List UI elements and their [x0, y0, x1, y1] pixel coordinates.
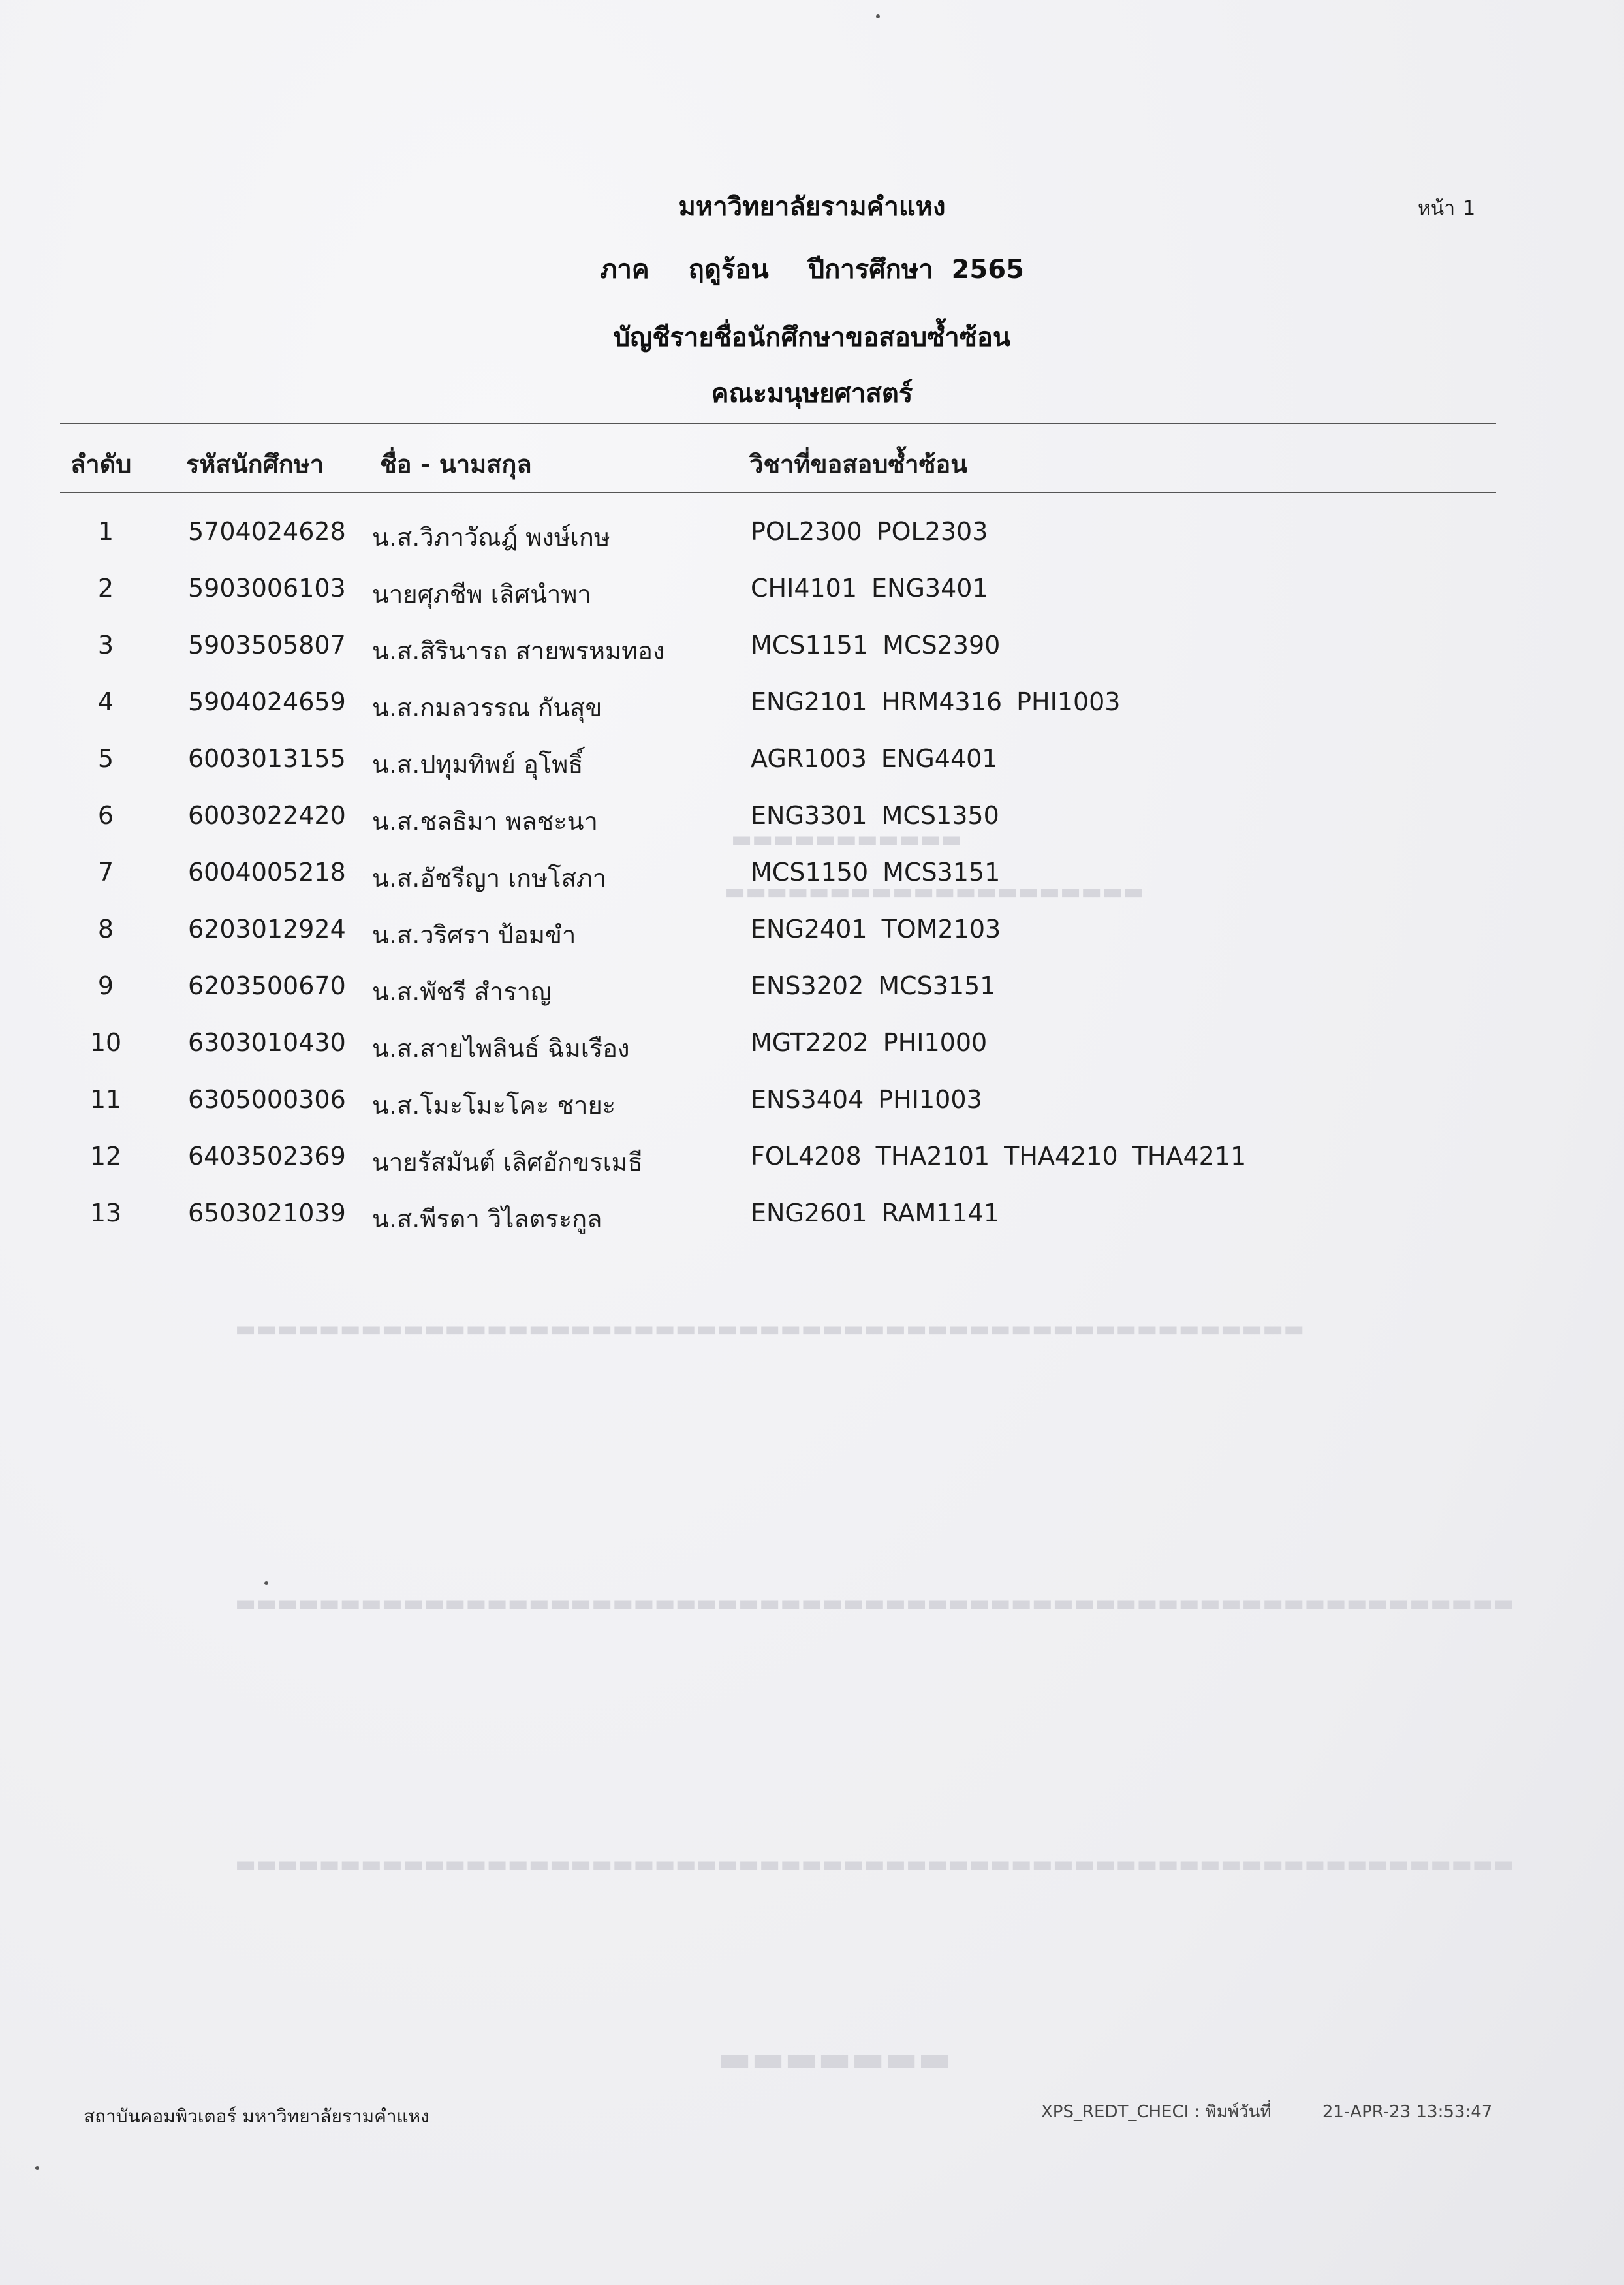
student-name: น.ส.วิภาวัณฎ์ พงษ์เกษ: [372, 523, 610, 552]
student-id: 6203500670: [188, 971, 346, 1000]
row-number: 6: [97, 801, 114, 830]
student-name: น.ส.ชลธิมา พลชะนา: [372, 807, 598, 836]
course-code: PHI1003: [878, 1085, 982, 1114]
student-id: 6203012924: [188, 915, 346, 943]
row-number: 5: [97, 744, 114, 773]
scan-speck: [35, 2166, 39, 2170]
course-code: MCS1350: [881, 801, 999, 830]
student-id: 6305000306: [188, 1085, 346, 1114]
student-id: 6503021039: [188, 1199, 346, 1227]
course-list: [751, 801, 1014, 830]
course-list: [751, 631, 1014, 659]
course-code: THA4211: [1132, 1142, 1247, 1171]
course-code: RAM1141: [881, 1199, 999, 1227]
row-number: 10: [89, 1028, 122, 1057]
student-name: น.ส.สายไพลินธ์ ฉิมเรือง: [372, 1034, 630, 1063]
table-row: [0, 517, 1624, 574]
row-number: 12: [89, 1142, 122, 1171]
table-header-rule: [60, 492, 1496, 493]
row-number: 13: [89, 1199, 122, 1227]
bleed-through-text: ▬▬▬▬▬▬▬▬▬▬▬: [731, 829, 962, 855]
course-list: [751, 1199, 1014, 1227]
course-code: ENS3202: [751, 971, 864, 1000]
student-id: 5903006103: [188, 574, 346, 603]
student-name: นายศุภชีพ เลิศนำพา: [372, 580, 591, 608]
bleed-through-text: ▬▬▬▬▬▬▬▬▬▬▬▬▬▬▬▬▬▬▬▬: [725, 881, 1144, 907]
course-code: MCS1151: [751, 631, 869, 659]
column-header-no: ลำดับ: [70, 450, 132, 479]
student-name: นายรัสมันต์ เลิศอักขรเมธี: [372, 1148, 643, 1176]
course-code: ENG4401: [881, 744, 998, 773]
student-name: น.ส.วริศรา ป้อมขำ: [372, 921, 576, 949]
course-list: [751, 744, 1012, 773]
table-row: [0, 1028, 1624, 1085]
table-row: [0, 1199, 1624, 1255]
course-code: ENG2101: [751, 687, 867, 716]
bleed-through-text: ▬▬▬▬▬▬▬▬▬▬▬▬▬▬▬▬▬▬▬▬▬▬▬▬▬▬▬▬▬▬▬▬▬▬▬▬▬▬▬▬▬▬▬▬▬▬▬▬▬▬▬▬▬▬▬▬▬▬▬▬▬: [235, 1854, 1514, 1880]
footer-print-info: [1041, 2098, 1492, 2125]
table-row: [0, 915, 1624, 971]
course-list: [751, 1085, 997, 1114]
bleed-through-text: ▬▬▬▬▬▬▬: [718, 2043, 952, 2085]
print-timestamp: 21-APR-23 13:53:47: [1322, 2102, 1493, 2122]
row-number: 11: [89, 1085, 122, 1114]
scan-speck: [264, 1581, 268, 1585]
student-name: น.ส.พัชรี สำราญ: [372, 977, 552, 1006]
row-number: 7: [97, 858, 114, 887]
report-code: XPS_REDT_CHECI: [1041, 2102, 1189, 2122]
course-code: ENS3404: [751, 1085, 864, 1114]
course-code: PHI1000: [882, 1028, 988, 1057]
student-id: 5904024659: [188, 687, 346, 716]
student-name: น.ส.กมลวรรณ กันสุข: [372, 693, 602, 722]
student-name: น.ส.โมะโมะโคะ ชายะ: [372, 1091, 616, 1120]
student-id: 6403502369: [188, 1142, 346, 1171]
course-code: ENG3401: [871, 574, 988, 603]
course-code: MCS2390: [882, 631, 1001, 659]
course-code: THA4210: [1004, 1142, 1118, 1171]
course-code: POL2300: [751, 517, 862, 546]
page-number: หน้า 1: [1418, 197, 1476, 220]
table-row: [0, 858, 1624, 915]
course-list: [751, 1142, 1260, 1171]
faculty-name: คณะมนุษยศาสตร์: [711, 379, 913, 409]
student-id: 6004005218: [188, 858, 346, 887]
term-line: ภาค ฤดูร้อน ปีการศึกษา 2565: [600, 255, 1024, 285]
course-code: PHI1003: [1016, 687, 1121, 716]
table-top-rule: [60, 423, 1496, 424]
student-id: 6303010430: [188, 1028, 346, 1057]
course-code: MCS3151: [882, 858, 1001, 887]
footer-institute: สถาบันคอมพิวเตอร์ มหาวิทยาลัยรามคำแหง: [84, 2105, 429, 2127]
table-row: [0, 631, 1624, 687]
course-code: THA2101: [875, 1142, 990, 1171]
row-number: 9: [97, 971, 114, 1000]
bleed-through-text: ▬▬▬▬▬▬▬▬▬▬▬▬▬▬▬▬▬▬▬▬▬▬▬▬▬▬▬▬▬▬▬▬▬▬▬▬▬▬▬▬▬▬▬▬▬▬▬▬▬▬▬: [235, 1319, 1305, 1345]
student-name: น.ส.อัชรีญา เกษโสภา: [372, 864, 607, 892]
row-number: 2: [97, 574, 114, 603]
course-code: TOM2103: [881, 915, 1001, 943]
university-name: มหาวิทยาลัยรามคำแหง: [678, 192, 946, 222]
table-row: [0, 744, 1624, 801]
student-id: 6003022420: [188, 801, 346, 830]
table-row: [0, 801, 1624, 858]
row-number: 1: [97, 517, 114, 546]
student-name: น.ส.ปทุมทิพย์ อุโพธิ์: [372, 750, 584, 779]
course-code: AGR1003: [751, 744, 867, 773]
table-row: [0, 574, 1624, 631]
course-list: [751, 915, 1015, 943]
course-code: HRM4316: [881, 687, 1003, 716]
student-id: 5903505807: [188, 631, 346, 659]
table-row: [0, 687, 1624, 744]
table-row: [0, 971, 1624, 1028]
row-number: 8: [97, 915, 114, 943]
column-header-student-id: รหัสนักศึกษา: [186, 450, 324, 479]
course-code: POL2303: [876, 517, 988, 546]
course-code: ENG2601: [751, 1199, 867, 1227]
course-list: [751, 1028, 1001, 1057]
course-list: [751, 517, 1002, 546]
table-row: [0, 1142, 1624, 1199]
column-header-name: ชื่อ - นามสกุล: [380, 450, 532, 479]
course-list: [751, 574, 1003, 603]
column-header-courses: วิชาที่ขอสอบซ้ำซ้อน: [749, 450, 968, 479]
course-list: [751, 971, 1010, 1000]
course-list: [751, 687, 1134, 716]
row-number: 4: [97, 687, 114, 716]
print-label: : พิมพ์วันที่: [1194, 2102, 1272, 2122]
student-name: น.ส.พีรดา วิไลตระกูล: [372, 1205, 602, 1233]
student-id: 6003013155: [188, 744, 346, 773]
course-code: MCS1150: [751, 858, 869, 887]
table-row: [0, 1085, 1624, 1142]
student-name: น.ส.สิรินารถ สายพรหมทอง: [372, 637, 665, 665]
course-code: CHI4101: [751, 574, 858, 603]
list-title: บัญชีรายชื่อนักศึกษาขอสอบซ้ำซ้อน: [613, 323, 1011, 353]
bleed-through-text: ▬▬▬▬▬▬▬▬▬▬▬▬▬▬▬▬▬▬▬▬▬▬▬▬▬▬▬▬▬▬▬▬▬▬▬▬▬▬▬▬▬▬▬▬▬▬▬▬▬▬▬▬▬▬▬▬▬▬▬▬▬: [235, 1593, 1514, 1619]
student-id: 5704024628: [188, 517, 346, 546]
course-code: MGT2202: [751, 1028, 869, 1057]
course-code: ENG2401: [751, 915, 867, 943]
course-code: MCS3151: [878, 971, 996, 1000]
course-code: FOL4208: [751, 1142, 862, 1171]
row-number: 3: [97, 631, 114, 659]
course-list: [751, 858, 1014, 887]
course-code: ENG3301: [751, 801, 867, 830]
scan-speck: [876, 14, 880, 18]
